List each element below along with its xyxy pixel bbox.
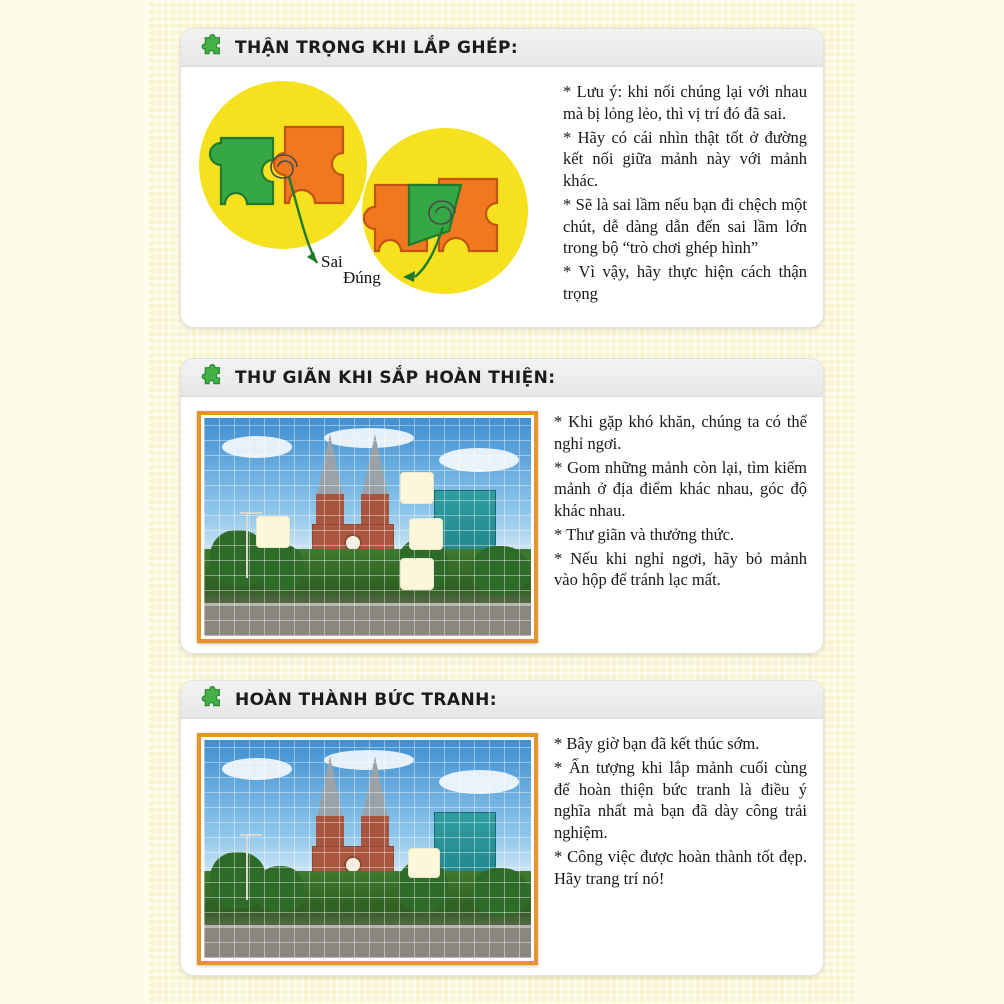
section-card-caution xyxy=(180,28,824,328)
missing-piece xyxy=(409,518,443,550)
label-dung: Đúng xyxy=(343,268,381,287)
paragraph: * Hãy có cái nhìn thật tốt ở đường kết nối giữa mảnh này với mảnh khác. xyxy=(563,127,807,191)
caution-text-block xyxy=(547,81,807,316)
paragraph: * Nếu khi nghỉ ngơi, hãy bỏ mảnh vào hộp để tránh lạc mất. xyxy=(554,548,807,590)
paragraph: * Bây giờ bạn đã kết thúc sớm. xyxy=(554,734,760,753)
paragraph: * Lưu ý: khi nối chúng lại với nhau mà bị lỏng lẻo, thì vị trí đó đã sai. xyxy=(563,82,807,123)
finish-illustration xyxy=(197,733,538,965)
section-card-finish xyxy=(180,680,824,976)
label-sai: Sai xyxy=(321,252,343,271)
puzzle-grid-overlay xyxy=(204,418,531,636)
puzzle-grid-overlay xyxy=(204,740,531,958)
paragraph: * Ấn tượng khi lắp mảnh cuối cùng để hoàn thiện bức tranh là điều ý nghĩa nhất mà bạn đã dày công trải nghiệm. xyxy=(554,757,807,843)
paragraph: * Sẽ là sai lầm nếu bạn đi chệch một chút, dễ dàng dẫn đến sai lầm lớn trong bộ “trò chơi ghép hình” xyxy=(563,194,807,258)
section-header-relax xyxy=(181,359,823,397)
relax-illustration xyxy=(197,411,538,643)
photo-frame xyxy=(197,411,538,643)
photo-frame xyxy=(197,733,538,965)
puzzle-piece-icon xyxy=(195,33,225,63)
puzzle-piece-icon xyxy=(195,363,225,393)
section-body-caution xyxy=(181,67,823,328)
finish-text-block xyxy=(538,733,807,965)
right-margin-band xyxy=(856,0,1004,1004)
section-body-finish xyxy=(181,719,823,976)
section-title: THẬN TRỌNG KHI LẮP GHÉP: xyxy=(235,37,519,58)
missing-piece xyxy=(400,558,434,590)
missing-piece xyxy=(408,848,440,878)
relax-text-block xyxy=(538,411,807,643)
missing-piece xyxy=(256,516,290,548)
section-header-caution xyxy=(181,29,823,67)
cathedral-photo-complete xyxy=(204,740,531,958)
missing-piece xyxy=(400,472,434,504)
paragraph: * Gom những mảnh còn lại, tìm kiếm mảnh ở địa điểm khác nhau, góc độ khác nhau. xyxy=(554,457,807,521)
caution-illustration xyxy=(197,81,547,316)
paragraph: * Khi gặp khó khăn, chúng ta có thể nghỉ ngơi. xyxy=(554,412,807,453)
section-header-finish xyxy=(181,681,823,719)
paragraph: * Thư giãn và thưởng thức. xyxy=(554,524,735,544)
section-card-relax xyxy=(180,358,824,654)
section-title: THƯ GIÃN KHI SẮP HOÀN THIỆN: xyxy=(235,367,556,388)
paragraph: * Vì vậy, hãy thực hiện cách thận trọng xyxy=(563,262,807,303)
section-body-relax xyxy=(181,397,823,654)
section-title: HOÀN THÀNH BỨC TRANH: xyxy=(235,689,497,710)
left-margin-band xyxy=(0,0,148,1004)
cathedral-photo xyxy=(204,418,531,636)
paragraph: * Công việc được hoàn thành tốt đẹp. Hãy trang trí nó! xyxy=(554,846,807,888)
puzzle-piece-icon xyxy=(195,685,225,715)
